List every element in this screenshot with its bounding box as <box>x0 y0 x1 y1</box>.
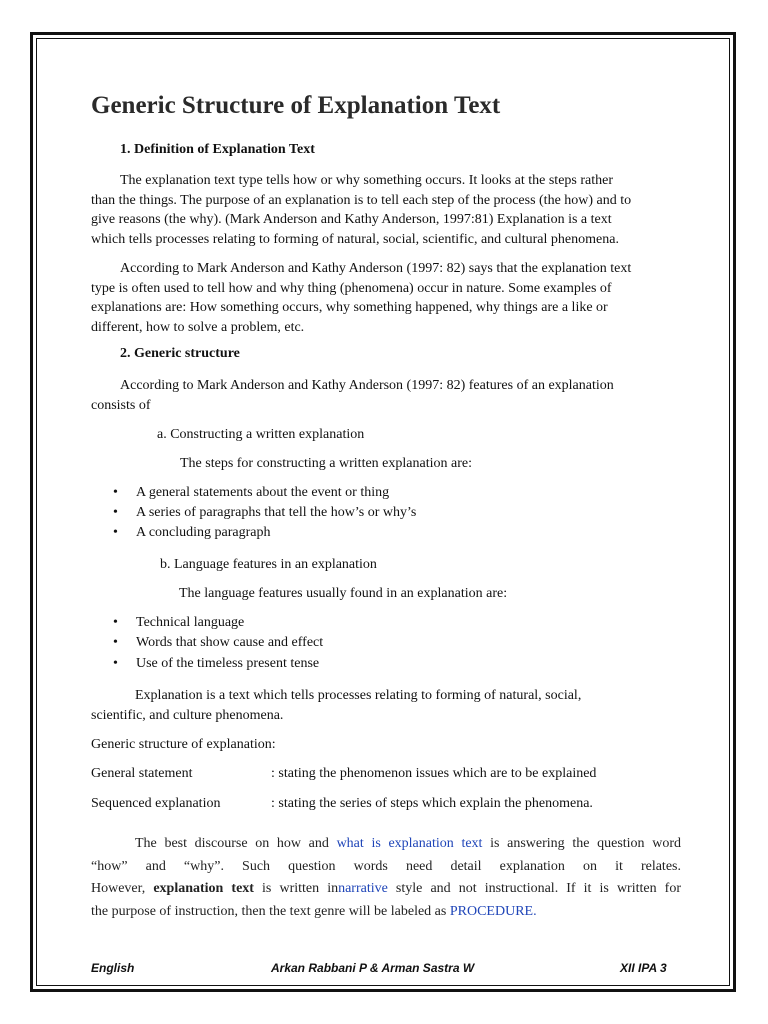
list-item-text: Technical language <box>136 615 245 630</box>
intro-line-1: According to Mark Anderson and Kathy Anderson (1997: 82) features of an explanation <box>120 378 614 393</box>
closing-line-4 <box>91 901 681 924</box>
page-title: Generic Structure of Explanation Text <box>91 92 501 119</box>
summary-line-2: scientific, and culture phenomena. <box>91 707 284 723</box>
list-item-text: Words that show cause and effect <box>136 635 324 650</box>
footer-subject: English <box>91 961 135 975</box>
list-item-text: A series of paragraphs that tell the how’s or why’s <box>136 505 417 520</box>
para2-line-4: different, how to solve a problem, etc. <box>91 319 305 335</box>
list-item: • Words that show cause and effect <box>113 635 324 650</box>
structure-label: Generic structure of explanation: <box>91 737 276 752</box>
list-item: • A series of paragraphs that tell the how’s or why’s <box>113 505 417 520</box>
list-item: • Use of the timeless present tense <box>113 656 320 671</box>
summary-line-1: Explanation is a text which tells processes relating to forming of natural, social, <box>135 688 582 703</box>
para2-line-2: type is often used to tell how and why thing (phenomena) occur in nature. Some examples of <box>91 280 612 296</box>
closing-text: However, <box>91 881 154 896</box>
para1-line-3: give reasons (the why). (Mark Anderson and Kathy Anderson, 1997:81) Explanation is a text <box>91 212 612 227</box>
closing-text: is answering the question word <box>482 836 681 851</box>
list-item-text: A general statements about the event or thing <box>136 485 390 500</box>
closing-paragraph <box>91 833 681 923</box>
definition-paragraph-1 <box>91 171 681 249</box>
closing-text: The best discourse on how and <box>135 836 337 851</box>
subheading-b-text: The language features usually found in an explanation are: <box>179 586 508 601</box>
subheading-b: b. Language features in an explanation <box>160 557 377 572</box>
para1-line-1: The explanation text type tells how or why something occurs. It looks at the steps rather <box>120 173 613 188</box>
list-item: • A concluding paragraph <box>113 525 271 540</box>
closing-line-3 <box>91 878 681 901</box>
footer-class: XII IPA 3 <box>620 961 667 975</box>
list-item-text: Use of the timeless present tense <box>136 656 320 671</box>
list-item: • Technical language <box>113 615 245 630</box>
closing-line-2: “how” and “why”. Such question words need detail explanation on it relates. <box>91 858 681 874</box>
footer-authors: Arkan Rabbani P & Arman Sastra W <box>271 961 475 975</box>
para1-line-2: than the things. The purpose of an explanation is to tell each step of the process (the how) and to <box>91 192 632 208</box>
procedure-link[interactable]: PROCEDURE. <box>449 903 537 919</box>
section-1-heading: 1. Definition of Explanation Text <box>120 142 315 157</box>
closing-bold-text: explanation text <box>153 881 254 896</box>
para2-line-3: explanations are: How something occurs, why something happened, why things are a like or <box>91 300 608 315</box>
para1-line-4: which tells processes relating to forming of natural, social, scientific, and cultural phenomena. <box>91 231 619 247</box>
narrative-link[interactable]: narrative <box>338 881 388 896</box>
summary-paragraph <box>91 686 681 725</box>
list-item-text: A concluding paragraph <box>136 525 271 540</box>
generic-structure-intro <box>91 376 681 415</box>
intro-line-2: consists of <box>91 397 151 413</box>
definition-paragraph-2 <box>91 259 681 337</box>
explanation-text-link[interactable]: what is explanation text <box>336 836 483 851</box>
closing-line-1 <box>91 833 681 856</box>
para2-line-1: According to Mark Anderson and Kathy Anderson (1997: 82) says that the explanation text <box>120 261 632 276</box>
subheading-a-text: The steps for constructing a written explanation are: <box>180 456 472 471</box>
structure-desc: : stating the phenomenon issues which are to be explained <box>271 766 597 781</box>
list-item: • A general statements about the event or thing <box>113 485 390 500</box>
structure-desc: : stating the series of steps which explain the phenomena. <box>271 796 593 811</box>
structure-term: General statement <box>91 766 193 781</box>
closing-text: style and not instructional. If it is written for <box>387 881 681 896</box>
section-2-heading: 2. Generic structure <box>120 346 240 361</box>
subheading-a: a. Constructing a written explanation <box>157 427 365 442</box>
closing-text: the purpose of instruction, then the text genre will be labeled as <box>91 903 450 919</box>
closing-text: is written in <box>253 881 339 896</box>
structure-term: Sequenced explanation <box>91 796 221 811</box>
